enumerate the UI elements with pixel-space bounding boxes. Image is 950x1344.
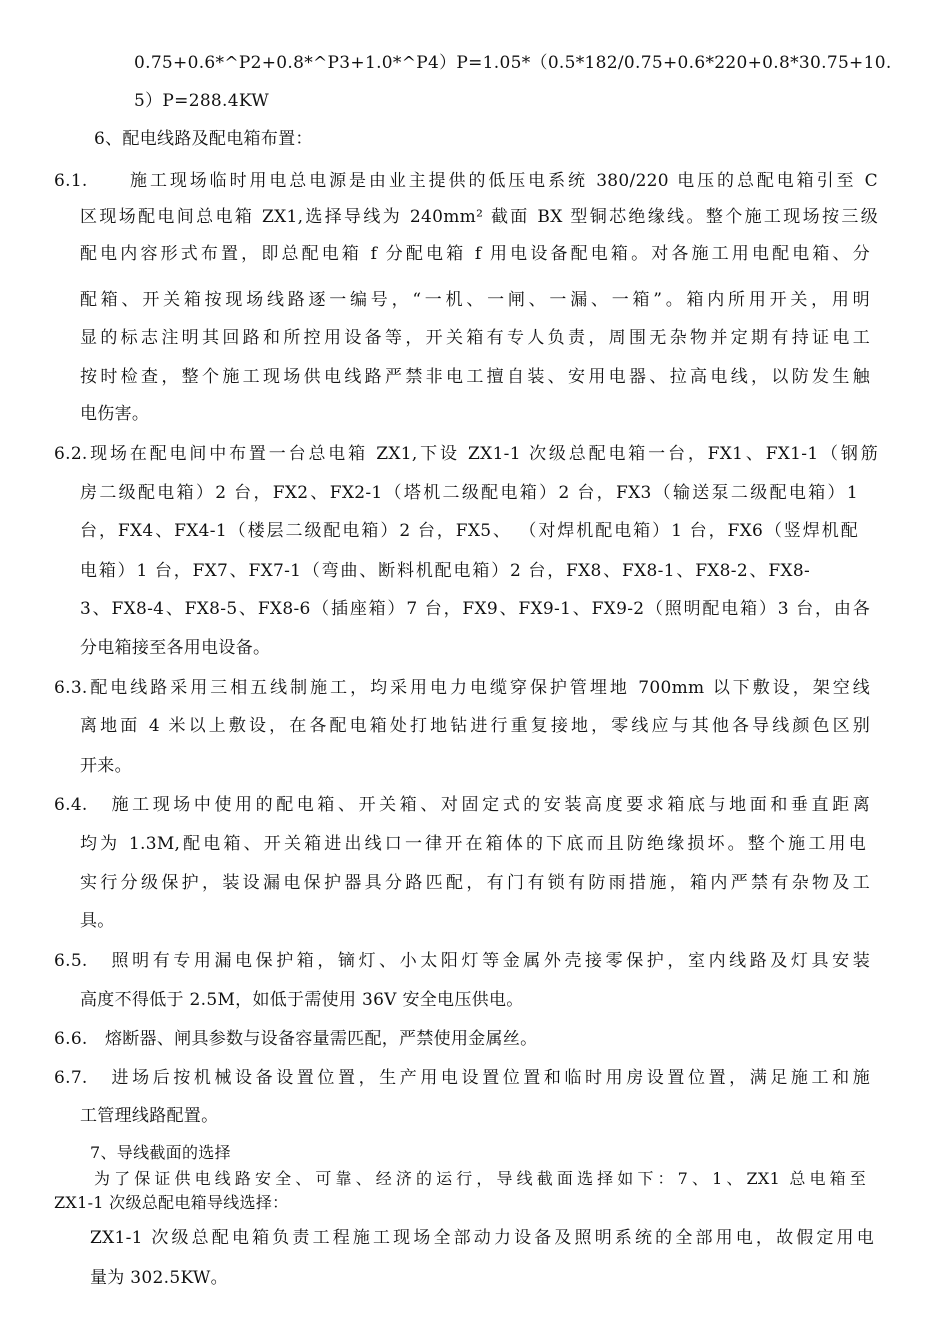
paragraph-line: 量为 302.5KW。 <box>90 1268 228 1288</box>
paragraph-line: 区现场配电间总电箱 ZX1,选择导线为 240mm² 截面 BX 型铜芯绝缘线。整个施工现场按三级 <box>80 207 878 227</box>
paragraph-line: 按时检查，整个施工现场供电线路严禁非电工擅自装、安用电器、拉高电线，以防发生触 <box>80 367 870 387</box>
paragraph-line: 工管理线路配置。 <box>80 1106 219 1126</box>
paragraph-line: 配箱、开关箱按现场线路逐一编号，“一机、一闸、一漏、一箱”。箱内所用开关，用明 <box>80 290 870 310</box>
paragraph-line: 6.3.配电线路采用三相五线制施工，均采用电力电缆穿保护管埋地 700mm 以下敷设，架空线 <box>54 678 870 698</box>
section-heading: 6、配电线路及配电箱布置： <box>94 129 313 149</box>
paragraph-line: 分电箱接至各用电设备。 <box>80 638 271 658</box>
paragraph-line: ZX1-1 次级总配电箱导线选择： <box>54 1193 289 1212</box>
paragraph-line: 电伤害。 <box>80 404 150 424</box>
paragraph-line: 6.1. 施工现场临时用电总电源是由业主提供的低压电系统 380/220 电压的总配电箱引至 C <box>54 171 878 191</box>
paragraph-line: 具。 <box>80 911 115 931</box>
paragraph-line: 显的标志注明其回路和所控用设备等，开关箱有专人负责，周围无杂物并定期有持证电工 <box>80 328 870 348</box>
paragraph-line: 6.4. 施工现场中使用的配电箱、开关箱、对固定式的安装高度要求箱底与地面和垂直距离 <box>54 795 870 815</box>
paragraph-line: 台，FX4、FX4-1（楼层二级配电箱）2 台，FX5、 （对焊机配电箱）1 台，FX6（竖焊机配 <box>80 521 858 541</box>
paragraph-line: 配电内容形式布置，即总配电箱 f 分配电箱 f 用电设备配电箱。对各施工用电配电箱、分 <box>80 244 870 264</box>
paragraph-line: 为了保证供电线路安全、可靠、经济的运行，导线截面选择如下：7、1、ZX1 总电箱至 <box>94 1169 866 1188</box>
section-heading: 7、导线截面的选择 <box>90 1143 231 1162</box>
paragraph-line: 实行分级保护，装设漏电保护器具分路匹配，有门有锁有防雨措施，箱内严禁有杂物及工 <box>80 873 870 893</box>
formula-line: 5）P=288.4KW <box>134 91 270 111</box>
paragraph-line: 3、FX8-4、FX8-5、FX8-6（插座箱）7 台，FX9、FX9-1、FX9-2（照明配电箱）3 台，由各 <box>80 599 870 619</box>
paragraph-line: 开来。 <box>80 756 132 776</box>
paragraph-line: 6.5. 照明有专用漏电保护箱，镝灯、小太阳灯等金属外壳接零保护，室内线路及灯具安装 <box>54 951 870 971</box>
paragraph-line: 电箱）1 台，FX7、FX7-1（弯曲、断料机配电箱）2 台，FX8、FX8-1、FX8-2、FX8- <box>80 561 810 581</box>
paragraph-line: ZX1-1 次级总配电箱负责工程施工现场全部动力设备及照明系统的全部用电，故假定用电 <box>90 1228 874 1248</box>
paragraph-line: 高度不得低于 2.5M，如低于需使用 36V 安全电压供电。 <box>80 990 524 1010</box>
paragraph-line: 离地面 4 米以上敷设，在各配电箱处打地钻进行重复接地，零线应与其他各导线颜色区别 <box>80 716 870 736</box>
paragraph-line: 均为 1.3M,配电箱、开关箱进出线口一律开在箱体的下底而且防绝缘损坏。整个施工用电 <box>80 834 866 854</box>
paragraph-line: 6.6. 熔断器、闸具参数与设备容量需匹配，严禁使用金属丝。 <box>54 1029 538 1049</box>
formula-line: 0.75+0.6*^P2+0.8*^P3+1.0*^P4）P=1.05*（0.5*182/0.75+0.6*220+0.8*30.75+10. <box>134 53 892 73</box>
paragraph-line: 房二级配电箱）2 台，FX2、FX2-1（塔机二级配电箱）2 台，FX3（输送泵二级配电箱）1 <box>80 483 858 503</box>
paragraph-line: 6.2.现场在配电间中布置一台总电箱 ZX1,下设 ZX1-1 次级总配电箱一台，FX1、FX1-1（钢筋 <box>54 444 878 464</box>
paragraph-line: 6.7. 进场后按机械设备设置位置，生产用电设置位置和临时用房设置位置，满足施工和施 <box>54 1068 870 1088</box>
